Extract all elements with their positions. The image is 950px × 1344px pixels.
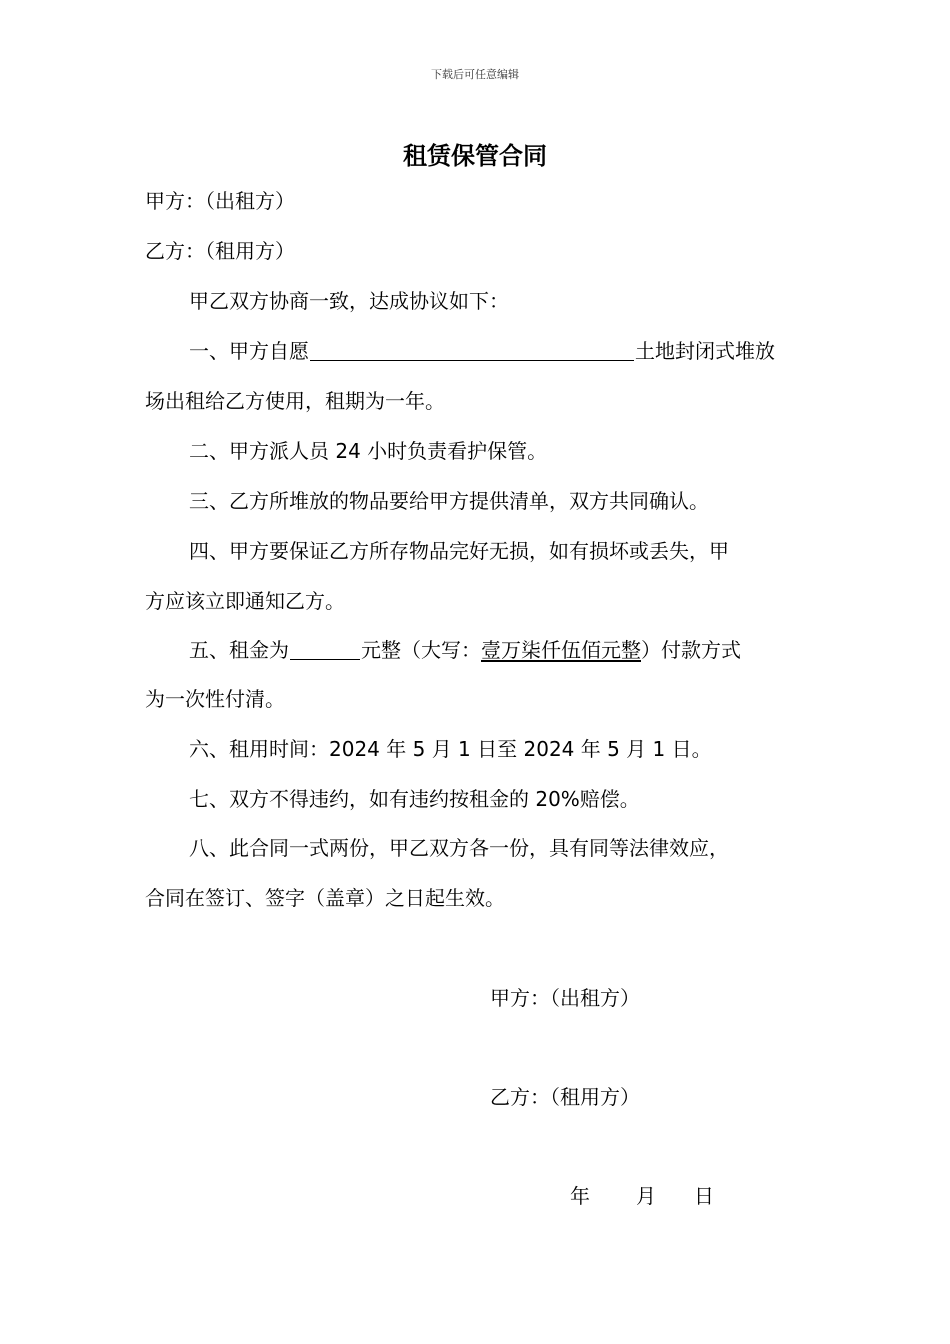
signature-date (570, 1182, 714, 1210)
clause-8-line-2: 合同在签订、签字（盖章）之日起生效。 (145, 886, 505, 910)
clause-1-suffix: 土地封闭式堆放 (635, 339, 775, 363)
clause-3: 三、乙方所堆放的物品要给甲方提供清单，双方共同确认。 (189, 489, 709, 513)
intro-line: 甲乙双方协商一致，达成协议如下： (189, 289, 509, 313)
clause-5-middle: 元整（大写： (361, 638, 481, 662)
clause-5-suffix: ）付款方式 (641, 638, 741, 662)
party-b-line: 乙方：（租用方） (145, 239, 295, 263)
clause-5-line-1 (189, 636, 741, 664)
date-month: 月 (636, 1184, 656, 1208)
clause-1-line-2: 场出租给乙方使用，租期为一年。 (145, 389, 445, 413)
clause-8-line-1: 八、此合同一式两份，甲乙双方各一份，具有同等法律效应， (189, 836, 729, 860)
clause-1-prefix: 一、甲方自愿 (189, 339, 309, 363)
clause-4-line-1: 四、甲方要保证乙方所存物品完好无损，如有损坏或丢失，甲 (189, 539, 729, 563)
rent-amount-words: 壹万柒仟伍佰元整 (481, 638, 641, 662)
signature-party-b: 乙方：（租用方） (490, 1085, 640, 1109)
party-a-line: 甲方：（出租方） (145, 189, 295, 213)
header-note: 下载后可任意编辑 (431, 68, 519, 81)
land-location-blank (310, 340, 634, 361)
clause-6: 六、租用时间：2024 年 5 月 1 日至 2024 年 5 月 1 日。 (189, 737, 712, 761)
clause-4-line-2: 方应该立即通知乙方。 (145, 589, 345, 613)
date-year: 年 (570, 1184, 590, 1208)
clause-2: 二、甲方派人员 24 小时负责看护保管。 (189, 439, 548, 463)
clause-5-prefix: 五、租金为 (189, 638, 289, 662)
clause-5-line-2: 为一次性付清。 (145, 687, 285, 711)
clause-7: 七、双方不得违约，如有违约按租金的 20%赔偿。 (189, 787, 640, 811)
contract-title: 租赁保管合同 (403, 142, 547, 170)
date-day: 日 (694, 1184, 714, 1208)
rent-amount-blank (290, 639, 360, 660)
signature-party-a: 甲方：（出租方） (490, 986, 640, 1010)
clause-1-line-1 (189, 337, 775, 365)
